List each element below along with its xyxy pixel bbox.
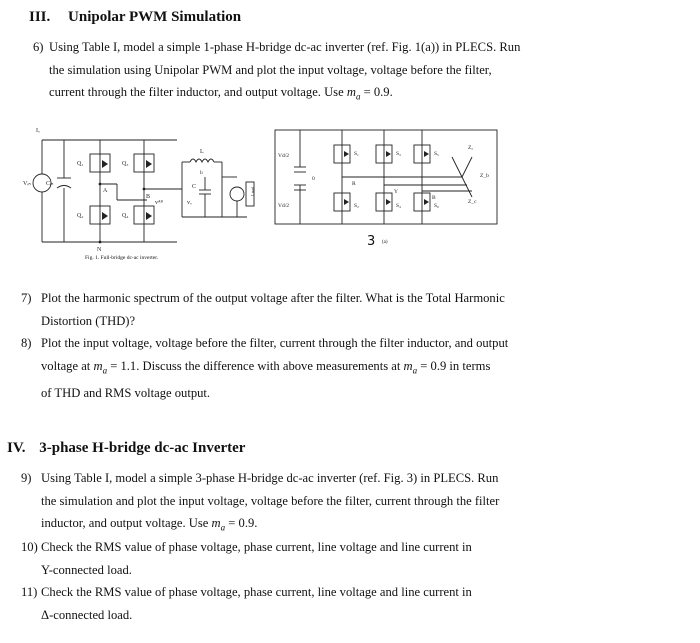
fig1-label-cf: C xyxy=(192,184,197,190)
fig3-label-s1: S₁ xyxy=(354,151,359,157)
item-9-line-3: inductor, and output voltage. Use $m_a = 0.9$. xyxy=(41,516,258,533)
fig3-label-b: B xyxy=(432,195,436,201)
item-7-line-2: Distortion (THD)? xyxy=(41,313,136,328)
fig3-label-s5: S₅ xyxy=(434,151,439,157)
fig3-label-zc: Z_c xyxy=(468,199,477,205)
item-10-number: 10) xyxy=(21,540,38,554)
fig1-label-cin: Cᵢₙ xyxy=(46,181,54,187)
fig3-label-o: 0 xyxy=(312,176,315,182)
fig1-label-iin: Iₒ xyxy=(36,128,40,134)
fig1-label-q1: Q₁ xyxy=(77,161,84,167)
item-6-number: 6) xyxy=(33,40,44,54)
item-10-line-1: Check the RMS value of phase voltage, phase current, line voltage and line current in xyxy=(41,540,472,554)
fig1-label-il: iₗ xyxy=(200,170,203,176)
fig3-label-s6: S₆ xyxy=(434,203,439,209)
fig1-label-q4: Q₄ xyxy=(122,213,129,219)
fig1-label-b: B xyxy=(146,194,151,200)
fig3-label-y: Y xyxy=(394,189,398,195)
item-6-line-3: current through the filter inductor, and output voltage. Use $m_a = 0.9$. xyxy=(49,85,393,102)
fig1-label-vab: vᴬᴮ xyxy=(155,200,163,206)
item-9 xyxy=(21,467,681,539)
fig1-label-vo: vₒ xyxy=(187,200,192,206)
fig1-label-l: L xyxy=(200,149,204,155)
fig1-label-a: A xyxy=(103,188,108,194)
item-7-line-1: Plot the harmonic spectrum of the output voltage after the filter. What is the Total Harmonic xyxy=(41,291,505,305)
item-10 xyxy=(21,536,681,581)
fig1-label-q3: Q₃ xyxy=(122,161,129,167)
fig3-label-s4: S₄ xyxy=(396,203,401,209)
item-9-line-2: the simulation and plot the input voltage, voltage before the filter, current through the filter xyxy=(41,493,500,508)
item-8-number: 8) xyxy=(21,336,32,350)
section-4-number: IV. xyxy=(7,440,26,456)
section-3-title: Unipolar PWM Simulation xyxy=(68,9,242,25)
fig3-label-vd2-top: Vd/2 xyxy=(278,153,289,159)
figure-3-three-phase-schematic xyxy=(272,127,502,249)
item-8 xyxy=(21,332,681,404)
fig3-label-s3: S₃ xyxy=(396,151,401,157)
section-4-heading xyxy=(7,440,245,457)
item-6 xyxy=(33,36,673,108)
fig3-handwritten-mark: 3 xyxy=(367,234,376,249)
fig3-label-za: Zₐ xyxy=(468,145,473,151)
item-11-line-2: Δ-connected load. xyxy=(41,607,133,622)
fig3-sub-label: (a) xyxy=(382,240,388,245)
item-11 xyxy=(21,581,681,626)
section-3-heading xyxy=(29,9,241,26)
fig3-label-r: R xyxy=(352,181,356,187)
item-11-line-1: Check the RMS value of phase voltage, phase current, line voltage and line current in xyxy=(41,585,472,599)
item-11-number: 11) xyxy=(21,585,38,599)
item-9-number: 9) xyxy=(21,471,32,485)
item-8-line-2: voltage at $m_a = 1.1$. Discuss the difference with above measurements at $m_a = 0.9$ in terms xyxy=(41,358,491,376)
fig1-label-vin: Vᵢₙ xyxy=(23,181,31,187)
item-6-line-1: Using Table I, model a simple 1-phase H-bridge dc-ac inverter (ref. Fig. 1(a)) in PLECS. Run xyxy=(49,40,521,54)
item-8-line-1: Plot the input voltage, voltage before the filter, current through the filter inductor, and output xyxy=(41,336,509,350)
figure-1-full-bridge-schematic xyxy=(22,122,264,262)
item-10-line-2: Y-connected load. xyxy=(41,562,132,577)
section-4-title: 3-phase H-bridge dc-ac Inverter xyxy=(39,440,246,456)
fig1-label-q2: Q₂ xyxy=(77,213,84,219)
item-6-line-2: the simulation using Unipolar PWM and plot the input voltage, voltage before the filter, xyxy=(49,62,492,77)
item-7-number: 7) xyxy=(21,291,32,305)
item-7 xyxy=(21,287,681,332)
item-8-line-3: of THD and RMS voltage output. xyxy=(41,385,211,400)
fig1-label-load: Load xyxy=(250,186,255,196)
section-3-number: III. xyxy=(29,9,51,25)
figure-1-caption: Fig. 1. Full-bridge dc-ac inverter. xyxy=(85,255,159,261)
item-9-line-1: Using Table I, model a simple 3-phase H-bridge dc-ac inverter (ref. Fig. 3) in PLECS. Run xyxy=(41,471,499,485)
fig3-label-zb: Z_b xyxy=(480,173,489,179)
fig3-label-s2: S₂ xyxy=(354,203,359,209)
fig3-label-vd2-bottom: Vd/2 xyxy=(278,203,289,209)
fig1-label-n: N xyxy=(97,247,102,253)
